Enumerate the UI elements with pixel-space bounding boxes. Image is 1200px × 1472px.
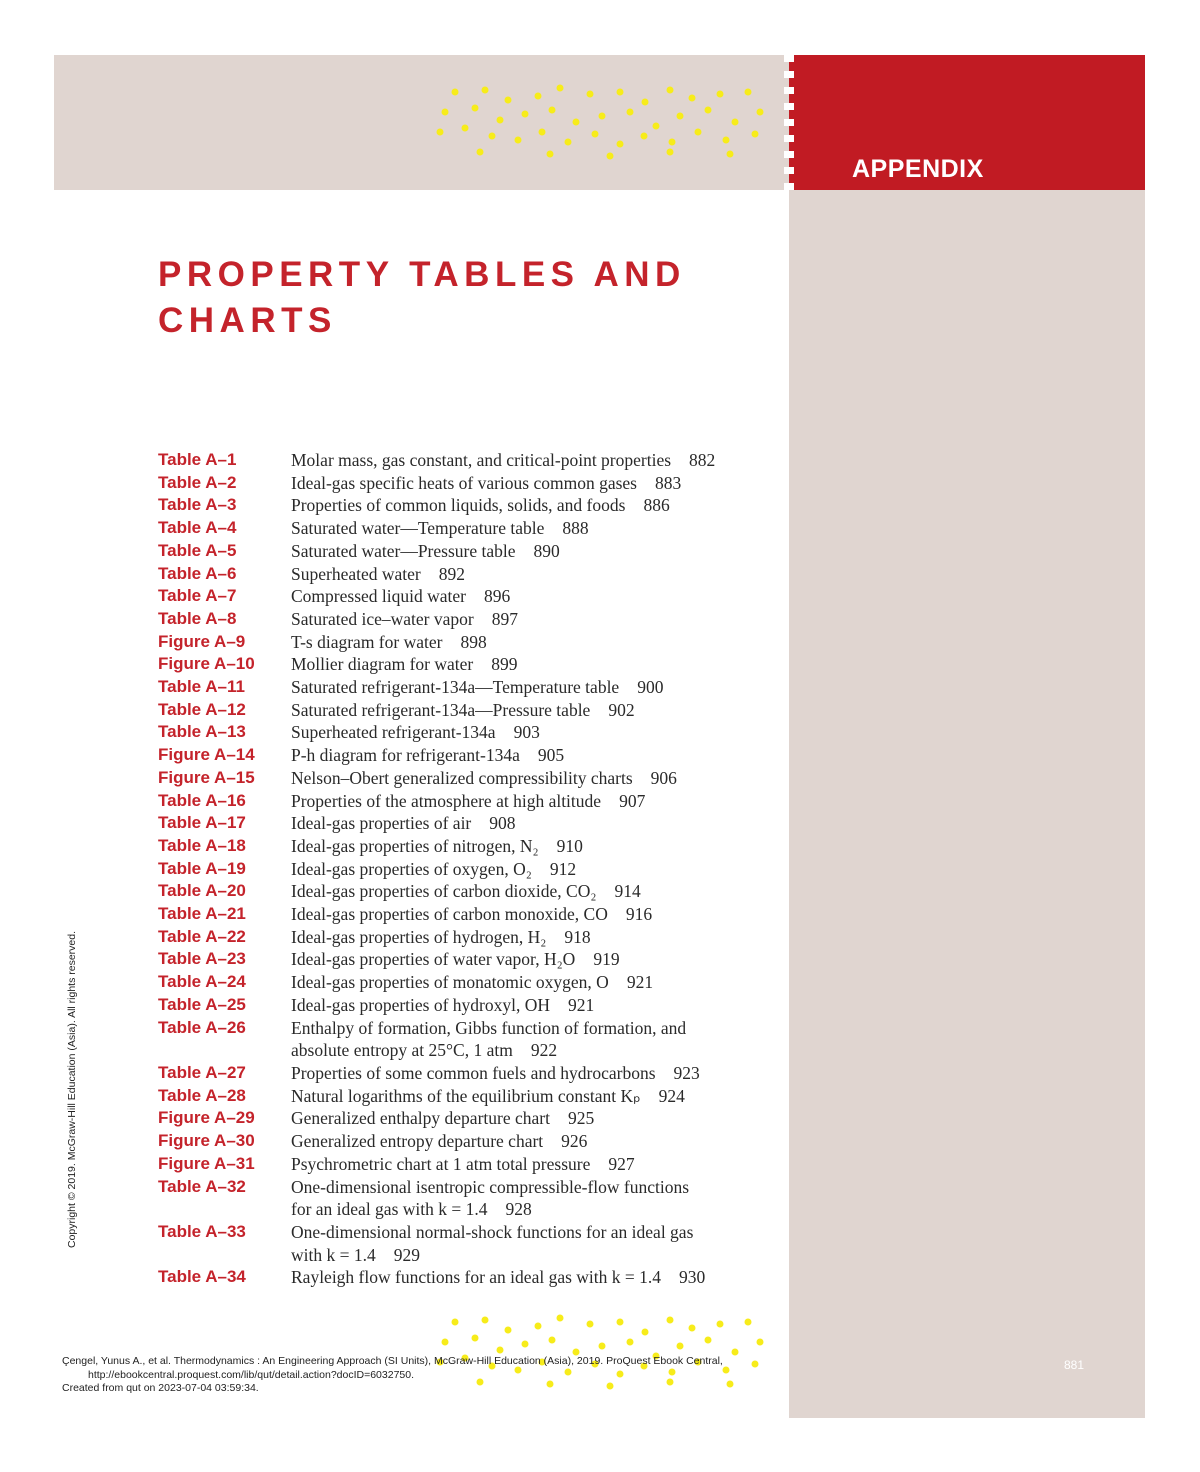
toc-entry-page: 919 bbox=[593, 949, 620, 970]
toc-entry[interactable] bbox=[158, 1244, 798, 1267]
toc-entry[interactable] bbox=[158, 971, 798, 994]
toc-entry[interactable] bbox=[158, 812, 798, 835]
decorative-dot bbox=[617, 1319, 624, 1326]
toc-entry-label: Table A–13 bbox=[158, 722, 246, 742]
toc-entry-page: 926 bbox=[561, 1131, 588, 1152]
decorative-dot bbox=[497, 117, 504, 124]
toc-entry-page: 930 bbox=[679, 1267, 706, 1288]
decorative-dot bbox=[462, 125, 469, 132]
toc-entry-label: Figure A–10 bbox=[158, 654, 255, 674]
decorative-dot bbox=[535, 93, 542, 100]
decorative-dot bbox=[522, 1341, 529, 1348]
toc-entry-page: 903 bbox=[513, 722, 540, 743]
decorative-dot bbox=[677, 113, 684, 120]
toc-entry-text: Saturated ice–water vapor bbox=[291, 608, 474, 629]
toc-entry-text: for an ideal gas with k = 1.4 bbox=[291, 1199, 488, 1220]
toc-entry-label bbox=[158, 1039, 291, 1062]
toc-entry-label: Table A–24 bbox=[158, 972, 246, 992]
decorative-dot bbox=[705, 1337, 712, 1344]
decorative-dot bbox=[717, 91, 724, 98]
toc-entry-text: with k = 1.4 bbox=[291, 1244, 376, 1265]
page-title: PROPERTY TABLES AND CHARTS bbox=[158, 255, 686, 340]
decorative-dot bbox=[607, 153, 614, 160]
toc-entry-text: Ideal-gas properties of water vapor, H₂O bbox=[291, 949, 576, 970]
decorative-dot bbox=[705, 107, 712, 114]
toc-entry-label: Figure A–15 bbox=[158, 767, 255, 787]
toc-entry[interactable] bbox=[158, 472, 798, 495]
toc-entry-label: Table A–20 bbox=[158, 881, 246, 901]
toc-entry-description bbox=[291, 472, 798, 495]
toc-entry-label: Table A–32 bbox=[158, 1176, 246, 1196]
toc-entry-page: 918 bbox=[564, 926, 591, 947]
toc-entry[interactable] bbox=[158, 1221, 798, 1244]
toc-entry[interactable] bbox=[158, 1198, 798, 1221]
toc-entry[interactable] bbox=[158, 994, 798, 1017]
toc-entry-page: 922 bbox=[530, 1040, 558, 1061]
toc-entry-label: Figure A–14 bbox=[158, 745, 255, 765]
decorative-dot bbox=[565, 139, 572, 146]
decorative-dot bbox=[642, 99, 649, 106]
toc-entry-description bbox=[291, 631, 798, 654]
decorative-dot bbox=[452, 89, 459, 96]
decorative-dot bbox=[549, 107, 556, 114]
toc-entry-page: 905 bbox=[537, 745, 565, 766]
toc-entry-description bbox=[291, 1062, 798, 1085]
decorative-dot bbox=[522, 111, 529, 118]
decorative-dot bbox=[592, 131, 599, 138]
decorative-dot bbox=[689, 1325, 696, 1332]
perforation-edge bbox=[784, 55, 794, 190]
toc-entry-text: Saturated refrigerant-134a—Pressure table bbox=[291, 699, 591, 720]
decorative-dot bbox=[505, 97, 512, 104]
toc-entry[interactable] bbox=[158, 449, 798, 472]
toc-entry-text: Ideal-gas specific heats of various common gases bbox=[291, 472, 637, 493]
toc-entry-description bbox=[291, 903, 798, 926]
citation-created: Created from qut on 2023-07-04 03:59:34. bbox=[62, 1382, 259, 1394]
toc-entry[interactable] bbox=[158, 563, 798, 586]
decorative-dot bbox=[452, 1319, 459, 1326]
toc-entry-text: Properties of common liquids, solids, and foods bbox=[291, 495, 626, 516]
toc-entry[interactable] bbox=[158, 1107, 798, 1130]
toc-entry-description bbox=[291, 517, 798, 540]
toc-entry-page: 902 bbox=[608, 699, 635, 720]
toc-entry-label: Table A–34 bbox=[158, 1267, 246, 1287]
toc-entry-page: 890 bbox=[533, 540, 560, 561]
decorative-dot bbox=[667, 1317, 674, 1324]
decorative-dot bbox=[442, 109, 449, 116]
toc-entry-label: Table A–3 bbox=[158, 495, 237, 515]
toc-entry-text: Rayleigh flow functions for an ideal gas with k = 1.4 bbox=[291, 1267, 662, 1288]
decorative-dot bbox=[482, 87, 489, 94]
toc-entry[interactable] bbox=[158, 1062, 798, 1085]
toc-entry-page: 907 bbox=[619, 790, 646, 811]
toc-entry-description bbox=[291, 1176, 798, 1199]
decorative-dot bbox=[723, 1367, 730, 1374]
toc-entry-page: 886 bbox=[643, 495, 670, 516]
toc-entry-text: Superheated refrigerant-134a bbox=[291, 722, 496, 743]
toc-entry-text: Saturated refrigerant-134a—Temperature table bbox=[291, 677, 620, 698]
decorative-dot bbox=[745, 1319, 752, 1326]
copyright-notice: Copyright © 2019. McGraw-Hill Education (Asia). All rights reserved. bbox=[66, 930, 78, 1248]
toc-entry-description bbox=[291, 948, 798, 971]
toc-entry-label: Table A–17 bbox=[158, 813, 246, 833]
toc-entry-page: 900 bbox=[637, 677, 664, 698]
toc-entry-page: 883 bbox=[655, 472, 682, 493]
toc-entry-label: Table A–11 bbox=[158, 677, 245, 697]
decorative-dot bbox=[617, 141, 624, 148]
toc-entry-description bbox=[291, 585, 798, 608]
toc-entry-label: Table A–6 bbox=[158, 563, 237, 583]
toc-entry-page: 927 bbox=[608, 1153, 635, 1174]
toc-entry[interactable] bbox=[158, 631, 798, 654]
toc-entry-text: Compressed liquid water bbox=[291, 586, 466, 607]
toc-entry-text: Psychrometric chart at 1 atm total pressure bbox=[291, 1153, 591, 1174]
toc-entry[interactable] bbox=[158, 1130, 798, 1153]
toc-entry-label: Table A–23 bbox=[158, 949, 246, 969]
toc-entry[interactable] bbox=[158, 721, 798, 744]
citation-url[interactable]: http://ebookcentral.proquest.com/lib/qut/detail.action?docID=6032750. bbox=[88, 1368, 415, 1381]
decorative-dot bbox=[557, 85, 564, 92]
decorative-dot bbox=[667, 149, 674, 156]
toc-entry-label: Table A–25 bbox=[158, 994, 246, 1014]
toc-entry-text: Ideal-gas properties of nitrogen, N₂ bbox=[291, 835, 539, 856]
toc-entry-description bbox=[291, 1198, 798, 1221]
toc-entry[interactable] bbox=[158, 767, 798, 790]
toc-entry-label: Figure A–9 bbox=[158, 631, 246, 651]
toc-entry-description bbox=[291, 858, 798, 881]
toc-entry-description bbox=[291, 494, 798, 517]
toc-entry-page: 898 bbox=[460, 631, 487, 652]
decorative-dot bbox=[477, 149, 484, 156]
decorative-dots-top bbox=[430, 82, 780, 162]
toc-entry[interactable] bbox=[158, 608, 798, 631]
toc-entry[interactable] bbox=[158, 1176, 798, 1199]
toc-entry[interactable] bbox=[158, 744, 798, 767]
decorative-dot bbox=[669, 139, 676, 146]
toc-entry-label: Table A–18 bbox=[158, 835, 246, 855]
decorative-dot bbox=[515, 137, 522, 144]
toc-entry-text: Ideal-gas properties of carbon dioxide, CO₂ bbox=[291, 881, 597, 902]
toc-entry-text: Saturated water—Temperature table bbox=[291, 518, 545, 539]
toc-entry-description bbox=[291, 835, 798, 858]
toc-entry[interactable] bbox=[158, 926, 798, 949]
decorative-dot bbox=[599, 113, 606, 120]
toc-entry-description bbox=[291, 994, 798, 1017]
toc-entry-label: Table A–22 bbox=[158, 926, 246, 946]
toc-entry-description bbox=[291, 1039, 798, 1062]
toc-entry-page: 923 bbox=[673, 1062, 700, 1083]
decorative-dot bbox=[489, 133, 496, 140]
decorative-dot bbox=[717, 1321, 724, 1328]
toc-entry-description bbox=[291, 676, 798, 699]
toc-entry-text: Natural logarithms of the equilibrium constant Kₚ bbox=[291, 1085, 641, 1106]
decorative-dot bbox=[745, 89, 752, 96]
decorative-dot bbox=[752, 1361, 759, 1368]
decorative-dot bbox=[641, 133, 648, 140]
decorative-dot bbox=[689, 95, 696, 102]
toc-entry[interactable] bbox=[158, 540, 798, 563]
toc-entry-text: Mollier diagram for water bbox=[291, 654, 474, 675]
toc-entry[interactable] bbox=[158, 1017, 798, 1040]
decorative-dot bbox=[627, 1339, 634, 1346]
decorative-dot bbox=[757, 109, 764, 116]
toc-entry[interactable] bbox=[158, 1085, 798, 1108]
decorative-dot bbox=[482, 1317, 489, 1324]
toc-entry-page: 910 bbox=[556, 835, 583, 856]
toc-entry-page: 899 bbox=[491, 654, 518, 675]
decorative-dot bbox=[617, 89, 624, 96]
decorative-dot bbox=[587, 91, 594, 98]
toc-entry-text: Ideal-gas properties of hydrogen, H₂ bbox=[291, 926, 547, 947]
toc-entry-description bbox=[291, 880, 798, 903]
decorative-dot bbox=[695, 129, 702, 136]
citation-line: Çengel, Yunus A., et al. Thermodynamics : An Engineering Approach (SI Units), McGraw-Hill Education (Asia), 2019. ProQuest Ebook Central, bbox=[62, 1355, 723, 1367]
toc-entry-description bbox=[291, 1085, 798, 1108]
toc-entry[interactable] bbox=[158, 1153, 798, 1176]
toc-entry-label: Figure A–30 bbox=[158, 1131, 255, 1151]
toc-entry-page: 921 bbox=[568, 994, 595, 1015]
decorative-dot bbox=[599, 1343, 606, 1350]
toc-entry-page: 896 bbox=[483, 586, 511, 607]
toc-entry-text: Ideal-gas properties of hydroxyl, OH bbox=[291, 994, 551, 1015]
toc-entry-description bbox=[291, 699, 798, 722]
toc-entry-text: Ideal-gas properties of oxygen, O₂ bbox=[291, 858, 532, 879]
toc-entry-label: Table A–21 bbox=[158, 904, 246, 924]
toc-entry[interactable] bbox=[158, 494, 798, 517]
toc-entry-description bbox=[291, 1017, 798, 1040]
toc-entry-description bbox=[291, 790, 798, 813]
toc-entry-text: Superheated water bbox=[291, 563, 421, 584]
decorative-dot bbox=[549, 1337, 556, 1344]
toc-entry-description bbox=[291, 608, 798, 631]
toc-entry-text: One-dimensional isentropic compressible-flow functions bbox=[291, 1176, 690, 1197]
toc-entry-label: Table A–28 bbox=[158, 1085, 246, 1105]
decorative-dot bbox=[752, 131, 759, 138]
toc-entry-description bbox=[291, 1130, 798, 1153]
toc-entry[interactable] bbox=[158, 880, 798, 903]
toc-entry-text: Properties of some common fuels and hydrocarbons bbox=[291, 1062, 656, 1083]
toc-entry-description bbox=[291, 767, 798, 790]
decorative-dot bbox=[727, 151, 734, 158]
citation-footer bbox=[62, 1355, 723, 1396]
toc-entry-text: Enthalpy of formation, Gibbs function of formation, and bbox=[291, 1017, 687, 1038]
decorative-dot bbox=[667, 87, 674, 94]
toc-entry-page: 916 bbox=[625, 904, 653, 925]
toc-entry-page: 908 bbox=[489, 813, 516, 834]
toc-entry-description bbox=[291, 563, 798, 586]
toc-entry-description bbox=[291, 1244, 798, 1267]
table-of-contents bbox=[158, 449, 798, 1289]
toc-entry-description bbox=[291, 540, 798, 563]
decorative-dot bbox=[653, 123, 660, 130]
toc-entry-text: T-s diagram for water bbox=[291, 631, 443, 652]
toc-entry-label bbox=[158, 1198, 291, 1221]
toc-entry-label bbox=[158, 1244, 291, 1267]
toc-entry-label: Figure A–29 bbox=[158, 1108, 255, 1128]
toc-entry-page: 892 bbox=[438, 563, 465, 584]
toc-entry[interactable] bbox=[158, 1266, 798, 1289]
toc-entry-description bbox=[291, 812, 798, 835]
toc-entry-text: Nelson–Obert generalized compressibility charts bbox=[291, 767, 633, 788]
toc-entry-label: Table A–16 bbox=[158, 790, 246, 810]
toc-entry-page: 928 bbox=[505, 1199, 532, 1220]
decorative-dot bbox=[573, 119, 580, 126]
decorative-dot bbox=[437, 129, 444, 136]
toc-entry-description bbox=[291, 744, 798, 767]
decorative-dot bbox=[732, 1349, 739, 1356]
side-panel bbox=[789, 190, 1145, 1418]
decorative-dot bbox=[557, 1315, 564, 1322]
decorative-dot bbox=[505, 1327, 512, 1334]
toc-entry-page: 906 bbox=[650, 767, 677, 788]
toc-entry-page: 921 bbox=[626, 972, 654, 993]
decorative-dot bbox=[547, 151, 554, 158]
toc-entry-text: Saturated water—Pressure table bbox=[291, 540, 516, 561]
decorative-dot bbox=[757, 1339, 764, 1346]
decorative-dot bbox=[472, 105, 479, 112]
toc-entry[interactable] bbox=[158, 835, 798, 858]
decorative-dot bbox=[723, 137, 730, 144]
toc-entry-text: absolute entropy at 25°C, 1 atm bbox=[291, 1040, 513, 1061]
decorative-dot bbox=[627, 109, 634, 116]
toc-entry-description bbox=[291, 721, 798, 744]
decorative-dot bbox=[539, 129, 546, 136]
toc-entry-page: 929 bbox=[393, 1244, 420, 1265]
toc-entry-label: Table A–19 bbox=[158, 858, 246, 878]
toc-entry-text: Ideal-gas properties of air bbox=[291, 813, 472, 834]
toc-entry-page: 882 bbox=[689, 450, 716, 470]
toc-entry[interactable] bbox=[158, 1039, 798, 1062]
toc-entry-description bbox=[291, 1153, 798, 1176]
appendix-label: APPENDIX bbox=[852, 155, 984, 183]
toc-entry[interactable] bbox=[158, 585, 798, 608]
toc-entry-text: Ideal-gas properties of monatomic oxygen, O bbox=[291, 972, 609, 993]
toc-entry-text: Generalized entropy departure chart bbox=[291, 1131, 544, 1152]
toc-entry-label: Table A–26 bbox=[158, 1017, 246, 1037]
decorative-dot bbox=[642, 1329, 649, 1336]
toc-entry-description bbox=[291, 1266, 798, 1289]
toc-entry-text: Ideal-gas properties of carbon monoxide, CO bbox=[291, 904, 608, 925]
toc-entry[interactable] bbox=[158, 653, 798, 676]
toc-entry-text: Molar mass, gas constant, and critical-point properties bbox=[291, 450, 672, 470]
toc-entry-label: Table A–2 bbox=[158, 472, 237, 492]
toc-entry-label: Table A–27 bbox=[158, 1062, 246, 1082]
toc-entry-page: 914 bbox=[614, 881, 641, 902]
decorative-dot bbox=[497, 1347, 504, 1354]
toc-entry[interactable] bbox=[158, 699, 798, 722]
toc-entry-label: Table A–4 bbox=[158, 518, 237, 538]
toc-entry-label: Table A–5 bbox=[158, 540, 237, 560]
toc-entry[interactable] bbox=[158, 676, 798, 699]
toc-entry-description bbox=[291, 653, 798, 676]
toc-entry-description bbox=[291, 971, 798, 994]
toc-entry-page: 897 bbox=[491, 608, 518, 629]
decorative-dot bbox=[587, 1321, 594, 1328]
toc-entry-description bbox=[291, 926, 798, 949]
decorative-dot bbox=[442, 1339, 449, 1346]
toc-entry-page: 912 bbox=[549, 858, 577, 879]
page-number: 881 bbox=[1064, 1358, 1085, 1372]
decorative-dot bbox=[732, 119, 739, 126]
toc-entry-text: P-h diagram for refrigerant-134a bbox=[291, 745, 520, 766]
toc-entry[interactable] bbox=[158, 790, 798, 813]
toc-entry-label: Table A–33 bbox=[158, 1221, 246, 1241]
toc-entry[interactable] bbox=[158, 517, 798, 540]
toc-entry-page: 888 bbox=[562, 518, 589, 539]
toc-entry[interactable] bbox=[158, 948, 798, 971]
toc-entry-label: Figure A–31 bbox=[158, 1153, 255, 1173]
toc-entry-page: 924 bbox=[658, 1085, 685, 1106]
toc-entry-text: One-dimensional normal-shock functions for an ideal gas bbox=[291, 1221, 694, 1242]
decorative-dot bbox=[677, 1343, 684, 1350]
toc-entry[interactable] bbox=[158, 903, 798, 926]
toc-entry-text: Generalized enthalpy departure chart bbox=[291, 1108, 550, 1129]
toc-entry-page: 925 bbox=[567, 1108, 595, 1129]
toc-entry-label: Table A–12 bbox=[158, 699, 246, 719]
toc-entry-label: Table A–7 bbox=[158, 586, 237, 606]
decorative-dot bbox=[472, 1335, 479, 1342]
toc-entry-description bbox=[291, 1221, 798, 1244]
toc-entry[interactable] bbox=[158, 858, 798, 881]
toc-entry-label: Table A–8 bbox=[158, 608, 237, 628]
decorative-dot bbox=[535, 1323, 542, 1330]
toc-entry-label: Table A–1 bbox=[158, 450, 237, 469]
decorative-dot bbox=[727, 1381, 734, 1388]
toc-entry-description bbox=[291, 449, 798, 472]
toc-entry-description bbox=[291, 1107, 798, 1130]
toc-entry-text: Properties of the atmosphere at high altitude bbox=[291, 790, 602, 811]
